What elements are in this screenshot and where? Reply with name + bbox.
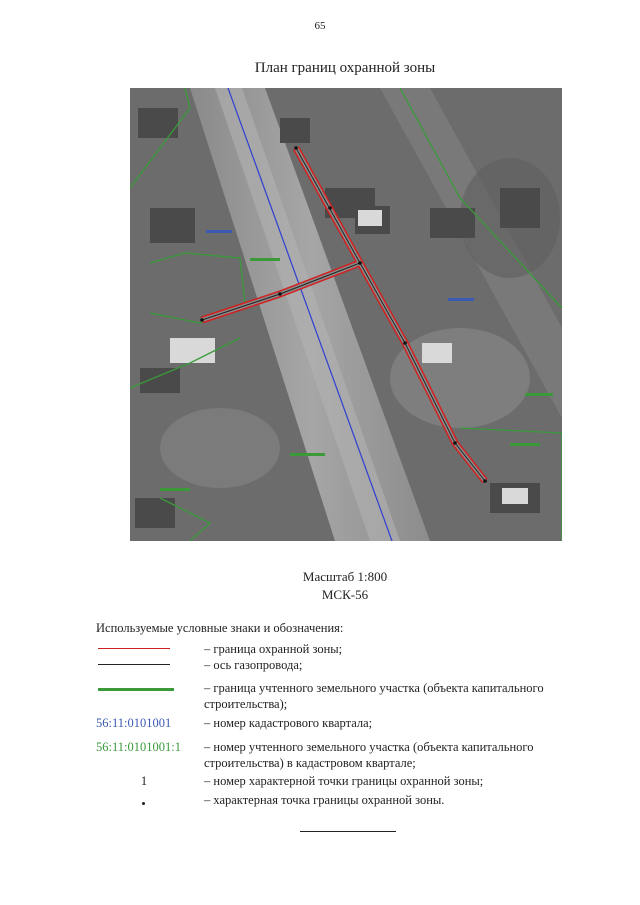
quarter-number-sample: 56:11:0101001 <box>96 716 172 730</box>
page-number: 65 <box>314 20 326 32</box>
parcel-number-sample: 56:11:0101001:1 <box>96 740 181 754</box>
crs-text: МСК-56 <box>321 587 369 602</box>
plan-title: План границ охранной зоны <box>254 60 436 76</box>
scale-block <box>0 568 640 604</box>
scale-text: Масштаб 1:800 <box>302 569 388 584</box>
point-number-sample: 1 <box>140 774 148 788</box>
bottom-rule <box>300 831 396 832</box>
aerial-map <box>130 88 562 541</box>
green-line-symbol <box>98 688 174 691</box>
legend-heading: Используемые условные знаки и обозначения: <box>96 621 344 635</box>
red-line-symbol <box>98 648 170 649</box>
map-canvas <box>130 88 562 541</box>
point-dot-symbol <box>142 802 145 805</box>
black-line-symbol <box>98 664 170 665</box>
